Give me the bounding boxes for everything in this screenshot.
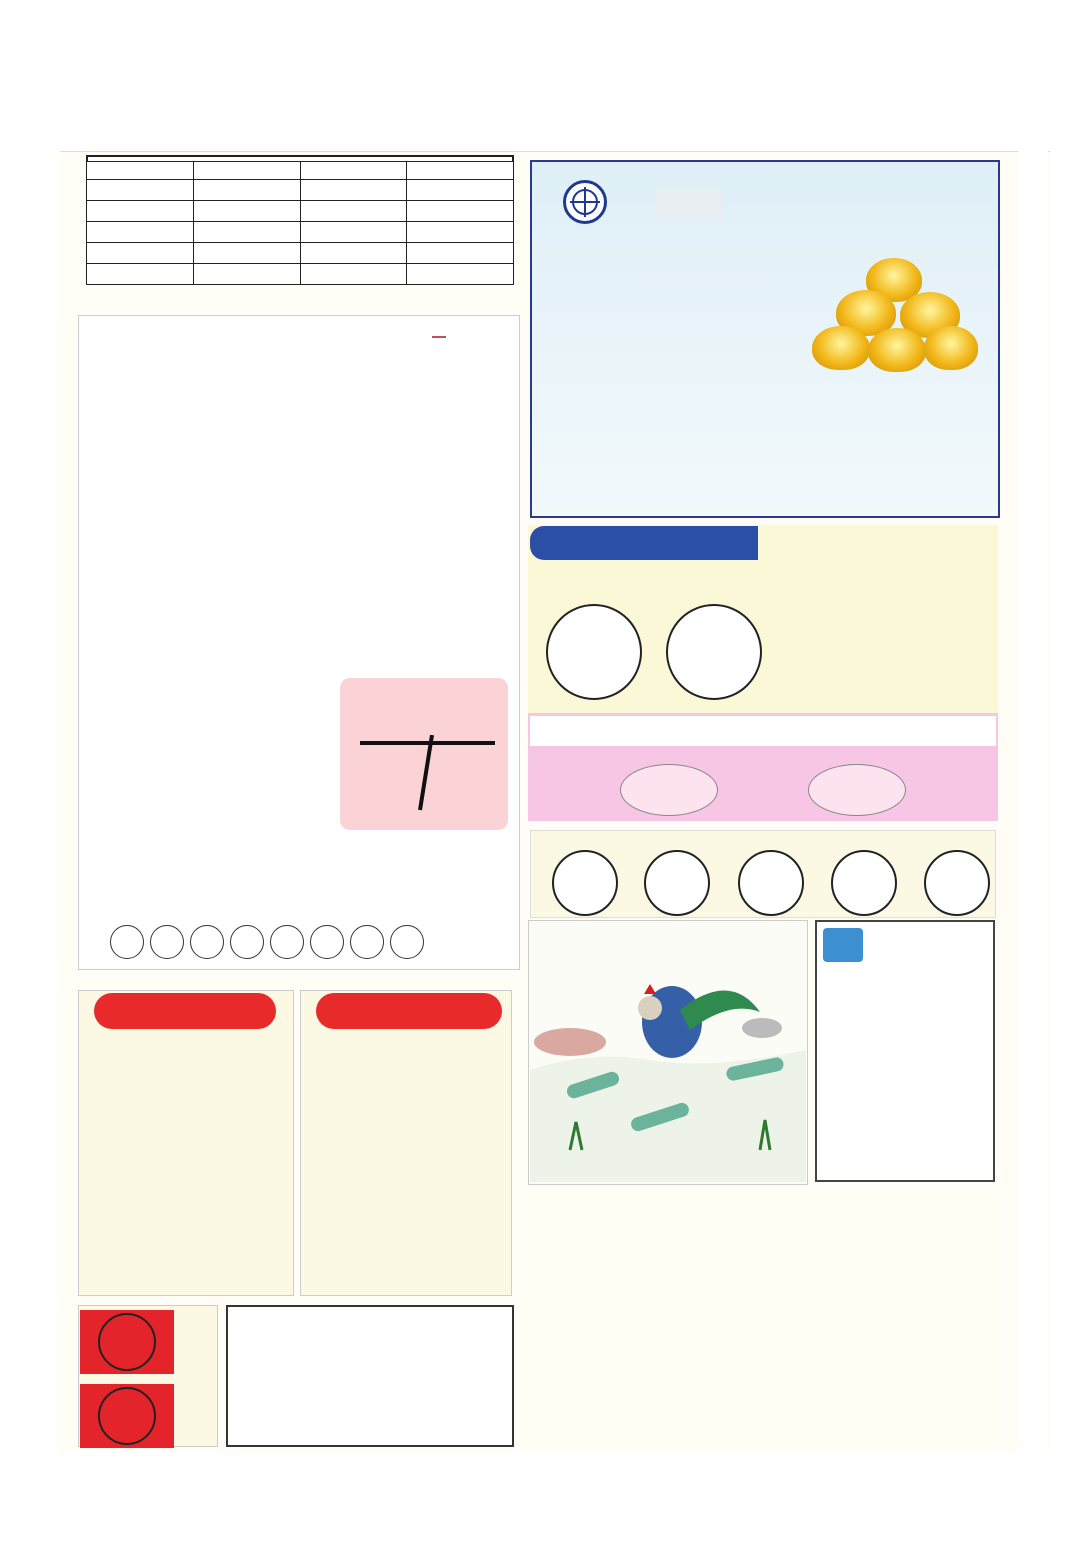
almanac-panel bbox=[524, 1190, 998, 1448]
handwritten-lines bbox=[360, 735, 500, 815]
table-cell bbox=[87, 201, 194, 222]
table-row bbox=[87, 201, 514, 222]
gold-ingot-icon bbox=[868, 328, 926, 372]
count-card bbox=[80, 1384, 174, 1448]
table-cell bbox=[407, 243, 514, 264]
rooster-illustration bbox=[530, 950, 806, 1182]
table-row bbox=[87, 180, 514, 201]
table-cell bbox=[407, 264, 514, 285]
lotto-ball-pyramid bbox=[538, 378, 708, 513]
number-ball bbox=[230, 925, 264, 959]
special-pick bbox=[666, 604, 762, 700]
table-cell bbox=[87, 264, 194, 285]
table-cell bbox=[407, 222, 514, 243]
card-number bbox=[98, 1387, 156, 1445]
table-cell bbox=[407, 180, 514, 201]
table-cell bbox=[193, 264, 300, 285]
count-card bbox=[80, 1310, 174, 1374]
table-header bbox=[407, 162, 514, 180]
table-header bbox=[193, 162, 300, 180]
lucky-zodiac-title bbox=[530, 716, 996, 746]
table-row bbox=[87, 243, 514, 264]
ox-icon bbox=[620, 764, 718, 816]
special-code-title bbox=[530, 526, 758, 560]
table-cell bbox=[300, 243, 407, 264]
table-cell bbox=[193, 180, 300, 201]
table-cell bbox=[193, 222, 300, 243]
blurred-patch bbox=[655, 190, 721, 218]
table-cell bbox=[193, 201, 300, 222]
number-ball bbox=[270, 925, 304, 959]
table-title bbox=[86, 155, 514, 161]
table-cell bbox=[407, 201, 514, 222]
table-cell bbox=[87, 222, 194, 243]
lucky-number bbox=[644, 850, 710, 916]
table-cell bbox=[193, 243, 300, 264]
one-word-poem bbox=[840, 976, 950, 1176]
strength-table bbox=[86, 155, 514, 285]
table-cell bbox=[87, 180, 194, 201]
border-top bbox=[30, 122, 1050, 152]
gold-ingot-icon bbox=[812, 326, 870, 370]
table-header bbox=[300, 162, 407, 180]
table-cell bbox=[300, 222, 407, 243]
jockey-club-logo-icon bbox=[563, 180, 607, 224]
lucky-number bbox=[738, 850, 804, 916]
table-cell bbox=[87, 243, 194, 264]
table-row bbox=[87, 222, 514, 243]
number-ball bbox=[390, 925, 424, 959]
border-right bbox=[1018, 150, 1048, 1452]
number-ball bbox=[110, 925, 144, 959]
number-ball bbox=[150, 925, 184, 959]
confidential-tag bbox=[432, 336, 446, 338]
horse-icon bbox=[808, 764, 906, 816]
zodiac-poem-panel bbox=[300, 990, 512, 1296]
number-ball bbox=[350, 925, 384, 959]
table-row bbox=[87, 264, 514, 285]
zodiac-poem-title bbox=[316, 993, 502, 1029]
lucky-number bbox=[552, 850, 618, 916]
period-special-panel bbox=[78, 990, 294, 1296]
lucky-number bbox=[831, 850, 897, 916]
table-cell bbox=[300, 264, 407, 285]
number-ball bbox=[310, 925, 344, 959]
period-special-title bbox=[94, 993, 276, 1029]
table-cell bbox=[300, 201, 407, 222]
card-number bbox=[98, 1313, 156, 1371]
number-ball bbox=[190, 925, 224, 959]
special-pick bbox=[546, 604, 642, 700]
faucet-icon bbox=[823, 928, 863, 962]
table-header bbox=[87, 162, 194, 180]
golden-tip-panel bbox=[226, 1305, 514, 1447]
gold-ingot-icon bbox=[924, 326, 978, 370]
lucky-number bbox=[924, 850, 990, 916]
selected-numbers bbox=[110, 925, 424, 959]
meeting-panel bbox=[78, 315, 520, 970]
table-cell bbox=[300, 180, 407, 201]
border-left bbox=[30, 150, 60, 1452]
